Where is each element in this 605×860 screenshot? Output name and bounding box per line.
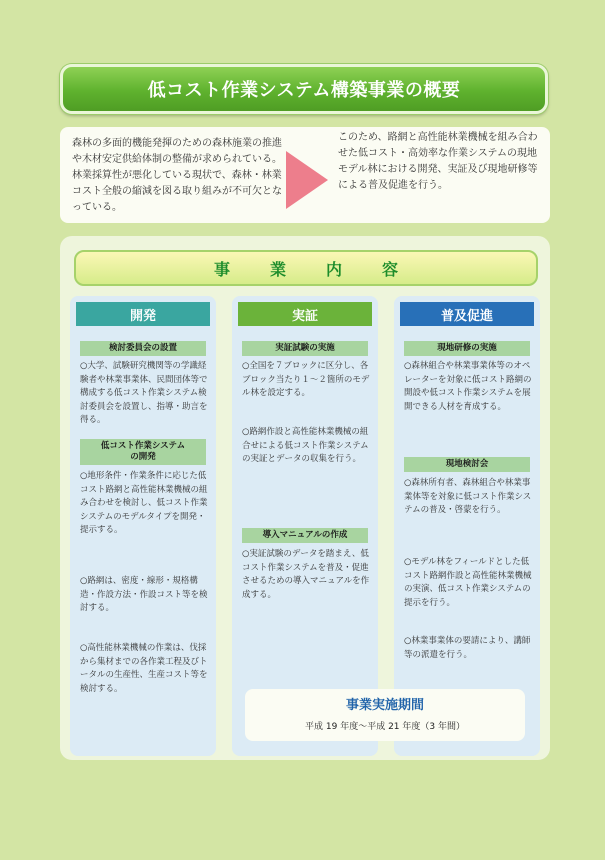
column-verification (232, 296, 378, 756)
subheader-training: 現地研修の実施 (404, 341, 530, 356)
item-field-meeting-2: ○モデル林をフィールドとした低コスト路網作設と高性能林業機械の実演、低コスト作業システムの提示を行う。 (404, 557, 532, 608)
subheader-trial: 実証試験の実施 (242, 341, 368, 356)
section-title-banner (74, 250, 538, 286)
column-development (70, 296, 216, 756)
item-manual-1: ○実証試験のデータを踏まえ、低コスト作業システムを普及・促進させるための導入マニュアルを作成する。 (242, 549, 370, 600)
intro-box (60, 127, 550, 223)
item-field-meeting-1: ○森林所有者、森林組合や林業事業体等を対象に低コスト作業システムの普及・啓蒙を行う。 (404, 478, 532, 515)
item-trial-2: ○路網作設と高性能林業機械の組合せによる低コスト作業システムの実証とデータの収集を行う。 (242, 427, 369, 464)
item-development-2: ○路網は、密度・線形・規格構造・作設方法・作設コスト等を検討する。 (80, 576, 208, 613)
section-title: 事業内容 (213, 259, 438, 279)
item-field-meeting-3: ○林業事業体の要請により、講師等の派遣を行う。 (404, 636, 531, 660)
subheader-manual: 導入マニュアルの作成 (242, 528, 368, 543)
column-promotion (394, 296, 540, 756)
item-committee-1: ○大学、試験研究機関等の学識経験者や林業事業体、民間団体等で構成する低コスト作業システム検討委員会を設置し、指導・助言を得る。 (80, 361, 208, 425)
subheader-committee: 検討委員会の設置 (80, 341, 206, 356)
period-box (245, 689, 525, 741)
period-title: 事業実施期間 (345, 698, 424, 713)
period-text: 平成 19 年度～平成 21 年度（3 年間） (305, 722, 465, 732)
subheader-system-development: 低コスト作業システムの開発 (80, 439, 206, 465)
item-development-3: ○高性能林業機械の作業は、伐採から集材までの各作業工程及びトータルの生産性、生産コスト等を検討する。 (80, 643, 208, 694)
intro-left-text: 森林の多面的機能発揮のための森林施業の推進や木材安定供給体制の整備が求められている。林業採算性が悪化している現状で、森林・林業コスト全般の縮減を図る取り組みが不可欠となっている。 (72, 138, 282, 213)
subheader-field-meeting: 現地検討会 (404, 457, 530, 472)
column-header-verification: 実証 (238, 302, 372, 326)
item-training-1: ○森林組合や林業事業体等のオペレーターを対象に低コスト路網の開設や低コスト作業システムを展開できる人材を育成する。 (404, 361, 532, 412)
page-title: 低コスト作業システム構築事業の概要 (147, 80, 461, 101)
column-header-promotion: 普及促進 (400, 302, 534, 326)
content-panel (60, 236, 550, 760)
title-banner (60, 64, 548, 114)
item-trial-1: ○全国を７ブロックに区分し、各ブロック当たり１～２箇所のモデル林を設定する。 (242, 361, 370, 398)
arrow-right-icon (286, 151, 328, 209)
intro-right-text: このため、路網と高性能林業機械を組み合わせた低コスト・高効率な作業システムの現地モデル林における開発、実証及び現地研修等による普及促進を行う。 (338, 132, 538, 191)
item-development-1: ○地形条件・作業条件に応じた低コスト路網と高性能林業機械の組み合わせを検討し、低コスト作業システムのモデルタイプを開発・提示する。 (80, 471, 208, 535)
column-header-development: 開発 (76, 302, 210, 326)
